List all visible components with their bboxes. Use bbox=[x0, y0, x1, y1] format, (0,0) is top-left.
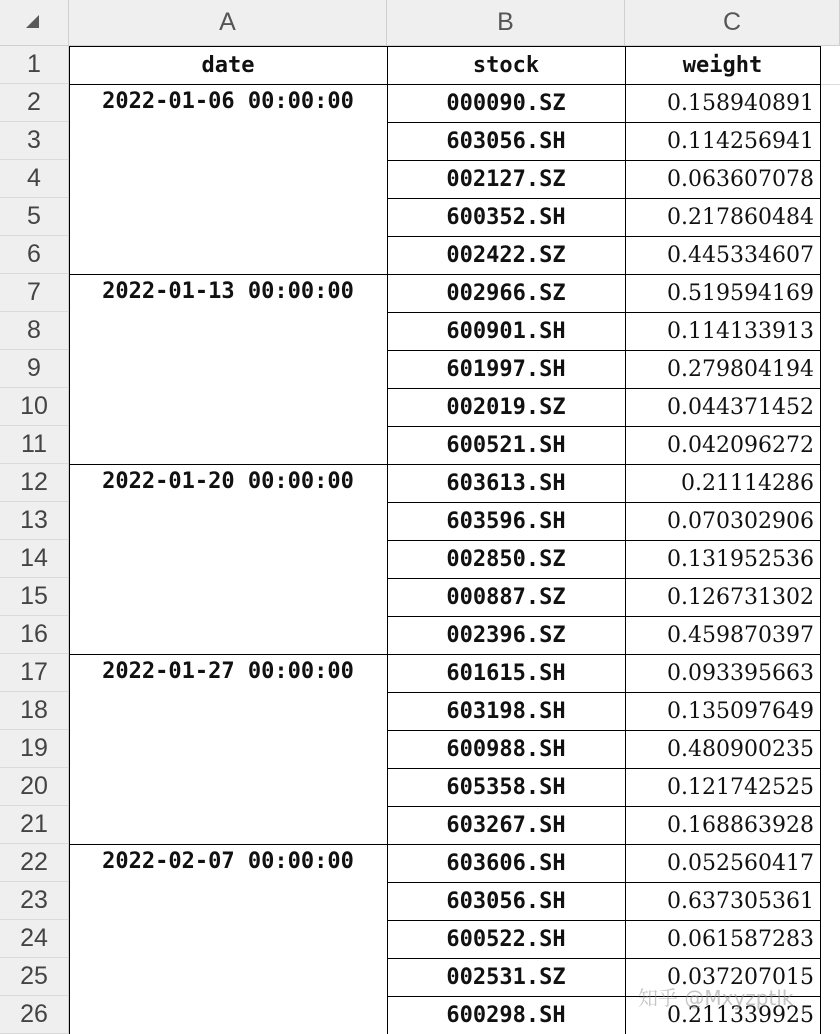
row-header[interactable]: 26 bbox=[0, 996, 69, 1034]
table-border bbox=[69, 274, 820, 275]
table-border bbox=[387, 426, 820, 427]
weight-cell[interactable]: 0.131952536 bbox=[667, 546, 814, 572]
table-border bbox=[387, 958, 820, 959]
stock-cell[interactable]: 600522.SH bbox=[446, 926, 566, 952]
table-border bbox=[820, 46, 821, 1034]
stock-cell[interactable]: 603267.SH bbox=[446, 812, 566, 838]
weight-cell[interactable]: 0.052560417 bbox=[667, 850, 814, 876]
table-border bbox=[625, 46, 626, 1034]
row-header[interactable]: 21 bbox=[0, 806, 69, 844]
row-header[interactable]: 23 bbox=[0, 882, 69, 920]
row-header[interactable]: 20 bbox=[0, 768, 69, 806]
column-header-a[interactable]: A bbox=[69, 0, 387, 46]
stock-cell[interactable]: 000090.SZ bbox=[446, 90, 566, 116]
table-border bbox=[387, 160, 820, 161]
row-header[interactable]: 22 bbox=[0, 844, 69, 882]
table-border bbox=[387, 882, 820, 883]
table-border bbox=[69, 654, 820, 655]
row-header[interactable]: 2 bbox=[0, 84, 69, 122]
row-header[interactable]: 10 bbox=[0, 388, 69, 426]
merged-date-cell[interactable]: 2022-01-20 00:00:00 bbox=[102, 469, 354, 494]
stock-cell[interactable]: 600901.SH bbox=[446, 318, 566, 344]
weight-cell[interactable]: 0.459870397 bbox=[667, 622, 814, 648]
stock-cell[interactable]: 002966.SZ bbox=[446, 280, 566, 306]
stock-cell[interactable]: 600298.SH bbox=[446, 1002, 566, 1028]
table-border bbox=[387, 46, 388, 1034]
table-border bbox=[387, 806, 820, 807]
weight-cell[interactable]: 0.114256941 bbox=[667, 128, 814, 154]
table-border bbox=[387, 578, 820, 579]
gridline bbox=[820, 84, 840, 85]
stock-cell[interactable]: 605358.SH bbox=[446, 774, 566, 800]
header-cell-date[interactable]: date bbox=[201, 52, 255, 78]
weight-cell[interactable]: 0.093395663 bbox=[667, 660, 814, 686]
stock-cell[interactable]: 002019.SZ bbox=[446, 394, 566, 420]
weight-cell[interactable]: 0.445334607 bbox=[667, 242, 814, 268]
row-header[interactable]: 4 bbox=[0, 160, 69, 198]
table-border bbox=[69, 844, 820, 845]
stock-cell[interactable]: 603613.SH bbox=[446, 470, 566, 496]
stock-cell[interactable]: 603596.SH bbox=[446, 508, 566, 534]
weight-cell[interactable]: 0.037207015 bbox=[667, 964, 814, 990]
table-border bbox=[387, 198, 820, 199]
stock-cell[interactable]: 002850.SZ bbox=[446, 546, 566, 572]
merged-date-cell[interactable]: 2022-01-06 00:00:00 bbox=[102, 89, 354, 114]
table-border bbox=[69, 46, 820, 47]
weight-cell[interactable]: 0.21114286 bbox=[681, 470, 814, 496]
weight-cell[interactable]: 0.217860484 bbox=[667, 204, 814, 230]
stock-cell[interactable]: 002531.SZ bbox=[446, 964, 566, 990]
row-header[interactable]: 19 bbox=[0, 730, 69, 768]
weight-cell[interactable]: 0.063607078 bbox=[667, 166, 814, 192]
row-header[interactable]: 3 bbox=[0, 122, 69, 160]
table-border bbox=[387, 616, 820, 617]
row-header[interactable]: 12 bbox=[0, 464, 69, 502]
weight-cell[interactable]: 0.158940891 bbox=[667, 90, 814, 116]
row-header[interactable]: 13 bbox=[0, 502, 69, 540]
stock-cell[interactable]: 002422.SZ bbox=[446, 242, 566, 268]
select-all-triangle-icon bbox=[26, 15, 39, 28]
merged-date-cell[interactable]: 2022-01-13 00:00:00 bbox=[102, 279, 354, 304]
row-header[interactable]: 7 bbox=[0, 274, 69, 312]
weight-cell[interactable]: 0.168863928 bbox=[667, 812, 814, 838]
weight-cell[interactable]: 0.121742525 bbox=[667, 774, 814, 800]
table-border bbox=[387, 388, 820, 389]
row-header[interactable]: 25 bbox=[0, 958, 69, 996]
column-header-c[interactable]: C bbox=[625, 0, 840, 46]
stock-cell[interactable]: 600521.SH bbox=[446, 432, 566, 458]
weight-cell[interactable]: 0.637305361 bbox=[667, 888, 814, 914]
merged-date-cell[interactable]: 2022-02-07 00:00:00 bbox=[102, 849, 354, 874]
row-header[interactable]: 17 bbox=[0, 654, 69, 692]
weight-cell[interactable]: 0.480900235 bbox=[667, 736, 814, 762]
weight-cell[interactable]: 0.135097649 bbox=[667, 698, 814, 724]
weight-cell[interactable]: 0.044371452 bbox=[667, 394, 814, 420]
table-border bbox=[387, 350, 820, 351]
watermark-text: 知乎 @Mxyzptlk bbox=[638, 986, 794, 1010]
weight-cell[interactable]: 0.279804194 bbox=[667, 356, 814, 382]
select-all-button[interactable] bbox=[0, 0, 69, 46]
weight-cell[interactable]: 0.061587283 bbox=[667, 926, 814, 952]
merged-date-cell[interactable]: 2022-01-27 00:00:00 bbox=[102, 659, 354, 684]
stock-cell[interactable]: 002396.SZ bbox=[446, 622, 566, 648]
weight-cell[interactable]: 0.519594169 bbox=[667, 280, 814, 306]
table-border bbox=[387, 122, 820, 123]
stock-cell[interactable]: 601615.SH bbox=[446, 660, 566, 686]
table-border bbox=[69, 464, 820, 465]
row-header[interactable]: 18 bbox=[0, 692, 69, 730]
row-header[interactable]: 6 bbox=[0, 236, 69, 274]
row-header[interactable]: 24 bbox=[0, 920, 69, 958]
table-border bbox=[69, 84, 820, 85]
weight-cell[interactable]: 0.070302906 bbox=[667, 508, 814, 534]
row-header[interactable]: 5 bbox=[0, 198, 69, 236]
table-border bbox=[387, 768, 820, 769]
stock-cell[interactable]: 603056.SH bbox=[446, 888, 566, 914]
column-header-b[interactable]: B bbox=[387, 0, 625, 46]
row-header[interactable]: 9 bbox=[0, 350, 69, 388]
table-border bbox=[387, 502, 820, 503]
row-header[interactable]: 1 bbox=[0, 46, 69, 84]
row-header[interactable]: 8 bbox=[0, 312, 69, 350]
stock-cell[interactable]: 603056.SH bbox=[446, 128, 566, 154]
stock-cell[interactable]: 002127.SZ bbox=[446, 166, 566, 192]
table-border bbox=[387, 312, 820, 313]
table-border bbox=[387, 920, 820, 921]
weight-cell[interactable]: 0.126731302 bbox=[667, 584, 814, 610]
header-cell-stock[interactable]: stock bbox=[472, 52, 540, 78]
table-border bbox=[387, 730, 820, 731]
table-border bbox=[69, 46, 70, 1034]
table-border bbox=[387, 692, 820, 693]
stock-cell[interactable]: 600988.SH bbox=[446, 736, 566, 762]
stock-cell[interactable]: 603198.SH bbox=[446, 698, 566, 724]
row-header[interactable]: 14 bbox=[0, 540, 69, 578]
stock-cell[interactable]: 601997.SH bbox=[446, 356, 566, 382]
stock-cell[interactable]: 603606.SH bbox=[446, 850, 566, 876]
weight-cell[interactable]: 0.114133913 bbox=[667, 318, 814, 344]
header-cell-weight[interactable]: weight bbox=[682, 52, 763, 78]
weight-cell[interactable]: 0.211339925 bbox=[667, 1002, 814, 1028]
weight-cell[interactable]: 0.042096272 bbox=[667, 432, 814, 458]
stock-cell[interactable]: 000887.SZ bbox=[446, 584, 566, 610]
row-header[interactable]: 16 bbox=[0, 616, 69, 654]
row-header[interactable]: 15 bbox=[0, 578, 69, 616]
table-border bbox=[387, 540, 820, 541]
row-header[interactable]: 11 bbox=[0, 426, 69, 464]
stock-cell[interactable]: 600352.SH bbox=[446, 204, 566, 230]
table-border bbox=[387, 236, 820, 237]
